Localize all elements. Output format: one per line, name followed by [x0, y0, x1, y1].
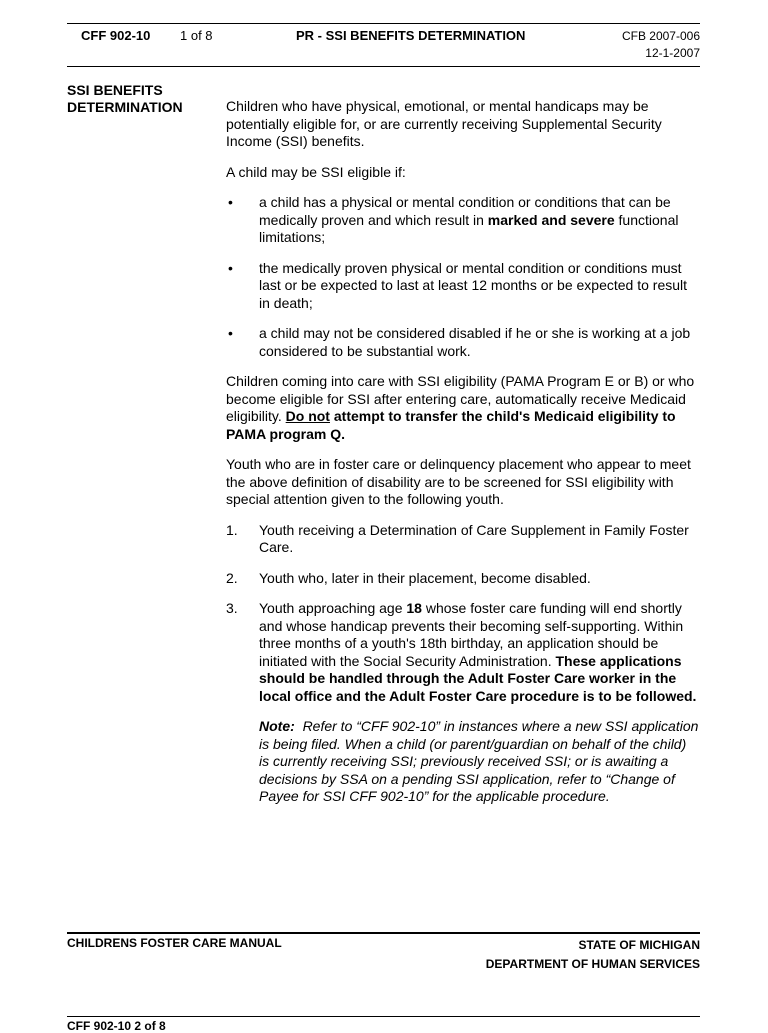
doc-id: CFF 902-10 — [81, 28, 151, 43]
do-not-emphasis: Do not — [285, 408, 330, 424]
agency-name: STATE OF MICHIGAN DEPARTMENT OF HUMAN SERVICES — [485, 938, 700, 971]
bulletin-number: CFB 2007-006 — [621, 29, 700, 43]
page-title: PR - SSI BENEFITS DETERMINATION — [296, 28, 526, 43]
numbered-item: 2. Youth who, later in their placement, become disabled. — [226, 569, 591, 586]
manual-name: CHILDRENS FOSTER CARE MANUAL — [67, 936, 282, 950]
intro-paragraph: Children who have physical, emotional, or mental handicaps may be potentially eligible for, or are currently receiving Supplemental Security Income (SSI) benefits. — [226, 98, 662, 149]
bullet-mark: • — [228, 194, 233, 210]
item-number: 1. — [226, 521, 238, 538]
section-title: SSI BENEFITS DETERMINATION — [67, 82, 183, 115]
screening-paragraph: Youth who are in foster care or delinquency placement who appear to meet the above definition of disability are to be screened for SSI eligibility with special attention given to the following youth. — [226, 456, 691, 507]
eligibility-list — [226, 194, 700, 360]
bullet-item: • a child may not be considered disabled if he or she is working at a job considered to be substantial work. — [228, 325, 691, 359]
bullet-mark: • — [228, 259, 233, 276]
section-body — [226, 98, 700, 806]
bulletin-date: 12-1-2007 — [645, 46, 700, 60]
item-number: 3. — [226, 600, 238, 616]
eligibility-lead: A child may be SSI eligible if: — [226, 163, 406, 180]
bullet-item: • the medically proven physical or mental condition or conditions must last or be expected to last at least 12 months or be expected to result in death; — [228, 259, 688, 311]
note-label: Note: — [259, 718, 295, 734]
header-top-rule — [67, 23, 700, 24]
medicaid-paragraph: Children coming into care with SSI eligibility (PAMA Program E or B) or who become eligible for SSI after entering care, automatically receive Medicaid eligibility. Do not attempt to transfer the child's Medicaid eligibility to PAMA program Q. — [226, 373, 695, 442]
note-text: Refer to “CFF 902-10” in instances where a new SSI application is being filed. When a child (or parent/guardian on behalf of the child) is currently receiving SSI; previously received SSI; or is awaiting a decisions by SSA on a pending SSI application, refer to “Change of Payee for SSI CFF 902-10” for the applicable procedure. — [259, 718, 699, 804]
note-block — [259, 718, 700, 806]
marked-and-severe: marked and severe — [487, 211, 615, 228]
bullet-item: • a child has a physical or mental condition or conditions that can be medically proven and which result in marked and severe functional limitations; — [228, 194, 679, 245]
numbered-item: 3. Youth approaching age 18 whose foster care funding will end shortly and whose handicap prevents their becoming self-supporting. Within three months of a youth's 18th birthday, an application should be initiated with the Social Security Administration. These applications should be handled through the Adult Foster Care worker in the local office and the Adult Foster Care procedure is to be followed. — [226, 600, 697, 704]
item-number: 2. — [226, 569, 238, 586]
numbered-list — [226, 522, 700, 706]
page-number: 1 of 8 — [180, 28, 213, 43]
next-page-rule — [67, 1016, 700, 1017]
footer-rule — [67, 932, 700, 934]
bulletin-info — [622, 28, 700, 62]
numbered-item: 1. Youth receiving a Determination of Care Supplement in Family Foster Care. — [226, 521, 689, 555]
next-page-header-fragment: CFF 902-10 2 of 8 — [67, 1019, 166, 1033]
bullet-mark: • — [228, 325, 233, 341]
header-bottom-rule — [67, 66, 700, 67]
